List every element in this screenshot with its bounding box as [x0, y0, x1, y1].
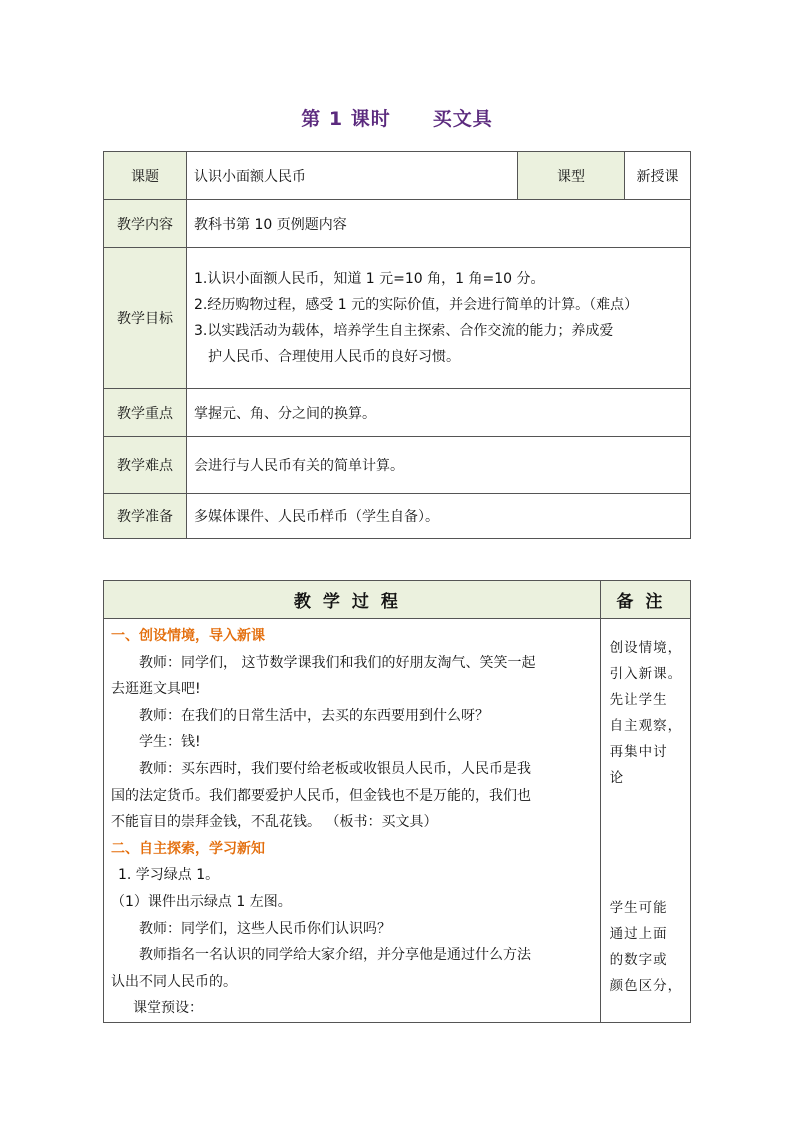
goal-item: 护人民币、合理使用人民币的良好习惯。 — [208, 349, 460, 365]
note-line: 通过上面 — [609, 926, 668, 942]
process-line: 学生：钱! — [139, 734, 201, 751]
page-title — [0, 104, 794, 131]
process-header: 教学过程 — [104, 581, 601, 619]
notes-header: 备注 — [600, 581, 690, 619]
notes-column — [600, 619, 690, 1023]
lesson-name: 买文具 — [432, 108, 493, 130]
note-line: 再集中讨 — [609, 744, 668, 760]
process-line: 教师：在我们的日常生活中，去买的东西要用到什么呀？ — [139, 707, 489, 724]
goals-cell — [187, 248, 691, 389]
note-line: 论 — [609, 770, 625, 786]
note-line: 学生可能 — [609, 900, 668, 916]
type-value: 新授课 — [625, 152, 691, 200]
note-line: 创设情境， — [609, 640, 683, 656]
process-line: 去逛逛文具吧! — [111, 681, 201, 698]
prep-value: 多媒体课件、人民币样币（学生自备）。 — [187, 494, 691, 539]
process-line: 1. 学习绿点 1。 — [118, 867, 220, 884]
note-line: 颜色区分， — [609, 978, 683, 994]
note-line: 引入新课。 — [609, 666, 683, 682]
process-line: 不能盲目的崇拜金钱，不乱花钱。 （板书：买文具） — [111, 814, 438, 831]
goals-label: 教学目标 — [104, 248, 187, 389]
note-line: 先让学生 — [609, 692, 668, 708]
process-line: 教师指名一名认识的同学给大家介绍，并分享他是通过什么方法 — [139, 947, 531, 964]
process-line: 课堂预设： — [133, 1000, 203, 1017]
process-line: 教师：买东西时，我们要付给老板或收银员人民币，人民币是我 — [139, 760, 531, 777]
content-label: 教学内容 — [104, 200, 187, 248]
difficulty-value: 会进行与人民币有关的简单计算。 — [187, 437, 691, 494]
key-value: 掌握元、角、分之间的换算。 — [187, 389, 691, 437]
process-content — [104, 619, 601, 1023]
note-line: 自主观察， — [609, 718, 683, 734]
goal-item: 1.认识小面额人民币，知道 1 元=10 角，1 角=10 分。 — [194, 271, 545, 287]
prep-label: 教学准备 — [104, 494, 187, 539]
content-value: 教科书第 10 页例题内容 — [187, 200, 691, 248]
note-line: 的数字或 — [609, 952, 668, 968]
teaching-process-table — [103, 580, 691, 1023]
lesson-number: 第 1 课时 — [301, 108, 391, 130]
process-line: 教师：同学们，这些人民币你们认识吗？ — [139, 920, 391, 937]
process-line: 国的法定货币。我们都要爱护人民币，但金钱也不是万能的，我们也 — [111, 787, 531, 804]
section-heading: 二、自主探索，学习新知 — [111, 840, 265, 857]
goal-item: 3.以实践活动为载体，培养学生自主探索、合作交流的能力；养成爱 — [194, 323, 614, 339]
lesson-info-table — [103, 151, 691, 539]
process-line: （1）课件出示绿点 1 左图。 — [111, 893, 292, 910]
process-line: 认出不同人民币的。 — [111, 973, 237, 990]
section-heading: 一、创设情境，导入新课 — [111, 628, 265, 644]
goal-item: 2.经历购物过程，感受 1 元的实际价值，并会进行简单的计算。（难点） — [194, 297, 639, 313]
topic-label: 课题 — [104, 152, 187, 200]
type-label: 课型 — [518, 152, 625, 200]
process-line: 教师：同学们， 这节数学课我们和我们的好朋友淘气、笑笑一起 — [139, 654, 536, 671]
topic-value: 认识小面额人民币 — [187, 152, 518, 200]
difficulty-label: 教学难点 — [104, 437, 187, 494]
key-label: 教学重点 — [104, 389, 187, 437]
